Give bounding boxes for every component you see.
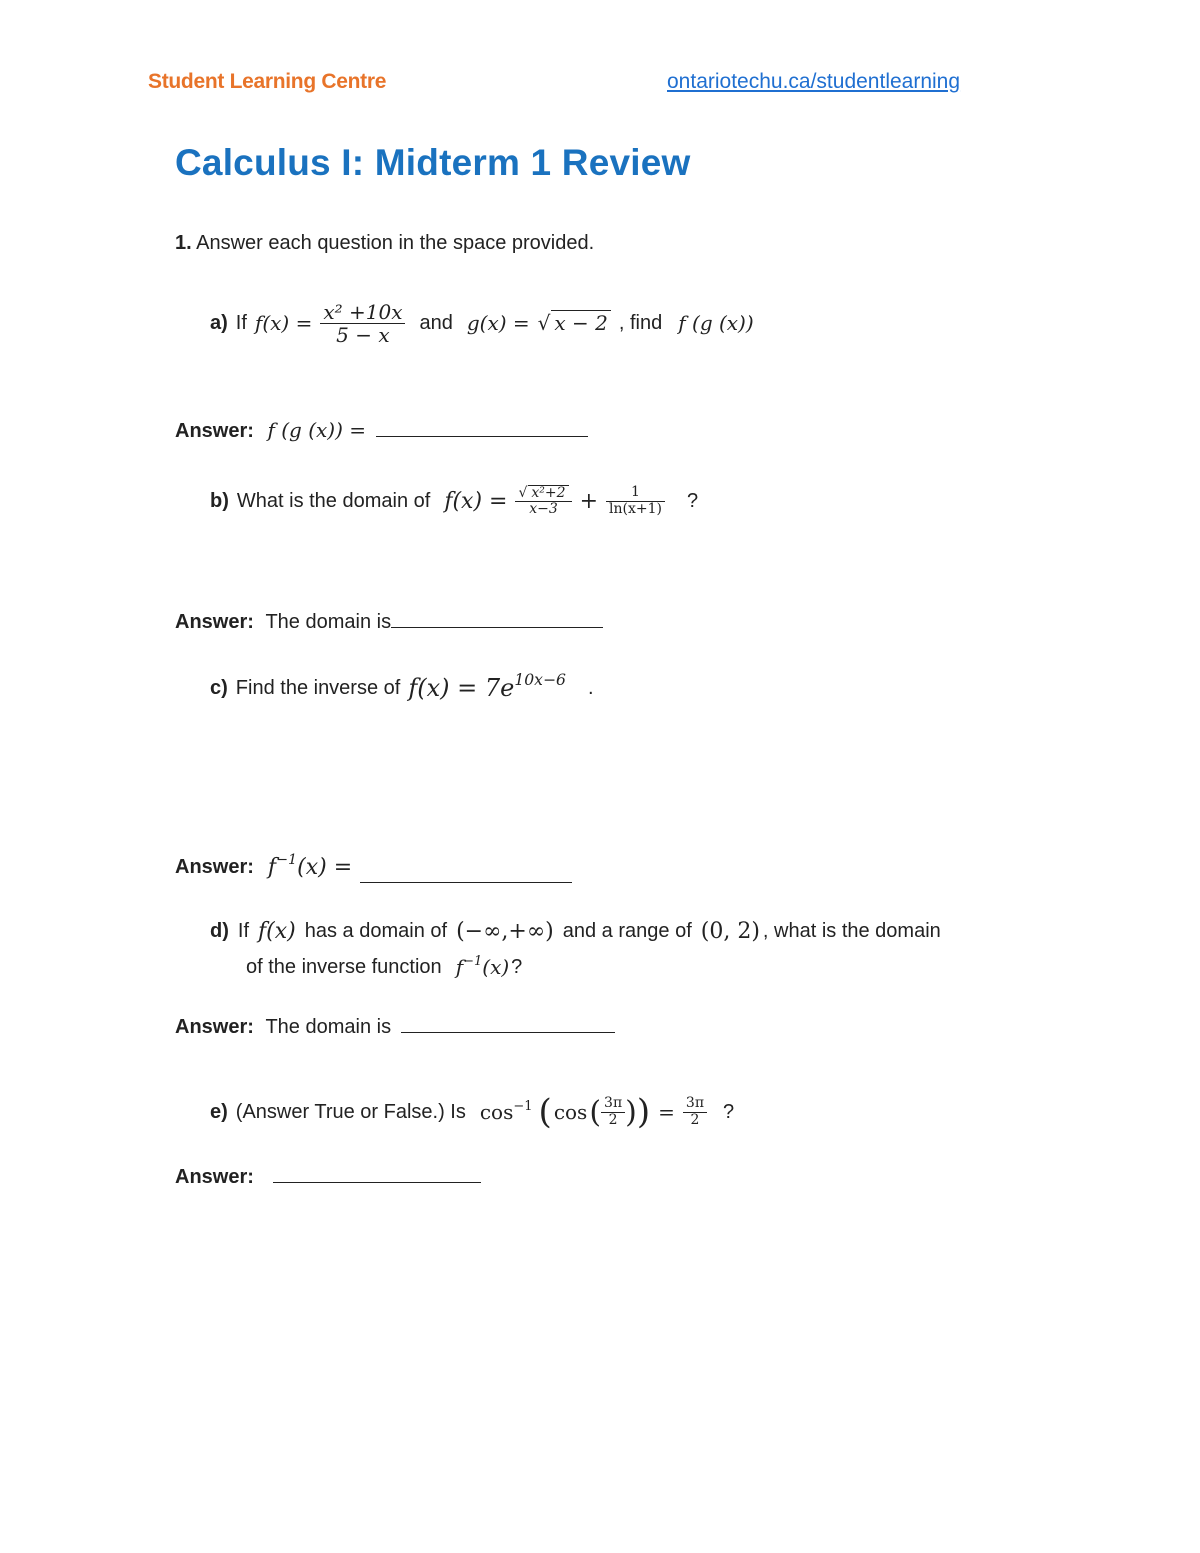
part-a-answer-expr: f (g (x)) =	[267, 418, 366, 442]
part-a-f-lhs: f(x) =	[254, 311, 313, 335]
part-b-question	[210, 472, 698, 530]
part-a-answer-label: Answer:	[175, 420, 254, 442]
part-b-f-lhs: f(x) =	[444, 488, 508, 514]
part-e-expr: $\cos^{-1}$ ( cos ( $\frac{3\pi}{2}$ ) ) = $\frac{3\pi}{2}$	[480, 1092, 707, 1132]
part-b-qmark: ?	[686, 489, 699, 512]
part-e-rhs-fraction	[683, 1096, 707, 1128]
part-d-line2: of the inverse function	[246, 955, 442, 978]
part-b-answer-blank[interactable]	[391, 607, 603, 628]
part-e-qmark: ?	[723, 1100, 735, 1123]
part-d-domain: (−∞,+∞)	[456, 918, 554, 944]
part-d-question-line2	[246, 952, 522, 982]
part-e-answer-blank[interactable]	[273, 1162, 481, 1183]
part-a-g-radical: √ x − 2	[538, 310, 611, 336]
part-e-text: (Answer True or False.) Is	[235, 1100, 466, 1123]
part-c-end: .	[587, 676, 594, 699]
part-e-equals: =	[658, 1100, 675, 1124]
part-b-answer-text: The domain is	[265, 611, 392, 633]
part-c-answer-f: f	[267, 854, 277, 880]
page-title: Calculus I: Midterm 1 Review	[175, 142, 691, 183]
part-b-term2-numerator: 1	[631, 484, 640, 501]
part-d-answer-text: The domain is	[265, 1016, 392, 1038]
part-b-answer	[175, 607, 603, 634]
part-b-term2-fraction	[606, 485, 665, 517]
part-e-answer-label: Answer:	[175, 1166, 254, 1188]
part-c-expr-main: f(x) = 7e	[408, 674, 515, 702]
part-c-answer	[175, 852, 572, 882]
part-b-term1-numerator: √ x²+2	[515, 485, 571, 501]
part-d-inverse-sup: −1	[463, 953, 483, 969]
part-a-label: a)	[210, 311, 228, 334]
part-d-inverse-f: f	[455, 955, 464, 979]
part-c-answer-expr	[267, 851, 353, 880]
part-e-arccos: $\cos^{-1}$	[479, 1098, 533, 1124]
part-a-and: and	[419, 311, 453, 334]
part-c-answer-blank[interactable]	[360, 862, 572, 883]
part-d-text1: has a domain of	[304, 919, 448, 942]
part-d-inverse	[456, 955, 509, 979]
part-c-answer-sup: −1	[276, 851, 298, 868]
part-b-term1-radicand: x²+2	[528, 485, 568, 501]
part-e-rhs-numerator: 3π	[685, 1095, 705, 1112]
part-c-answer-tail: (x) =	[297, 854, 353, 880]
part-b-text: What is the domain of	[236, 489, 431, 512]
part-a-question	[210, 288, 754, 358]
part-c-question	[210, 668, 594, 708]
part-e-inner-fraction	[601, 1096, 625, 1128]
part-e-label: e)	[210, 1100, 228, 1123]
part-c-expr	[408, 671, 566, 702]
part-d-if: If	[237, 919, 250, 942]
part-a-f-denominator: 5 − x	[320, 323, 405, 346]
part-e-inner-numerator: 3π	[604, 1095, 623, 1112]
part-d-answer	[175, 1012, 615, 1039]
part-c-text: Find the inverse of	[235, 676, 401, 699]
part-a-g-lhs: g(x) =	[466, 311, 530, 335]
part-c-expr-exponent: 10x−6	[514, 671, 566, 690]
part-a-f-fraction	[320, 301, 405, 346]
part-e-rhs-denominator: 2	[683, 1112, 707, 1128]
question-1-number: 1.	[175, 232, 192, 254]
question-1-text: Answer each question in the space provided.	[196, 232, 595, 254]
part-b-label: b)	[210, 489, 229, 512]
part-c-answer-label: Answer:	[175, 855, 254, 878]
part-d-answer-blank[interactable]	[401, 1012, 615, 1033]
part-e-answer	[175, 1162, 481, 1189]
part-b-term1-fraction	[515, 485, 571, 518]
part-c-label: c)	[210, 676, 228, 699]
part-b-plus: +	[579, 488, 598, 514]
part-d-label: d)	[210, 919, 229, 942]
part-b-term1-denominator: x−3	[515, 501, 571, 517]
part-b-term2-denominator: ln(x+1)	[606, 501, 665, 517]
part-d-question-line1	[210, 916, 941, 946]
part-a-g-radicand: x − 2	[551, 310, 610, 335]
header-url-link[interactable]: ontariotechu.ca/studentlearning	[667, 70, 961, 93]
part-d-inverse-tail: (x)	[482, 955, 510, 979]
part-d-text3: , what is the domain	[762, 919, 941, 942]
part-e-inner-denominator: 2	[601, 1112, 625, 1128]
part-b-answer-label: Answer:	[175, 611, 254, 633]
part-d-qmark: ?	[511, 955, 523, 978]
part-a-f-numerator: x² +10x	[323, 299, 403, 324]
part-a-find: , find	[618, 311, 663, 334]
part-e-cos: cos	[553, 1100, 588, 1124]
part-d-answer-label: Answer:	[175, 1016, 254, 1038]
part-e-question	[210, 1088, 734, 1136]
part-a-if: If	[235, 311, 247, 334]
part-d-range: (0, 2)	[700, 918, 760, 944]
part-d-text2: and a range of	[562, 919, 692, 942]
part-e-arccos-sup: −1	[513, 1098, 533, 1114]
part-d-fx: f(x)	[258, 918, 296, 944]
question-1	[175, 232, 594, 255]
part-a-answer	[175, 416, 588, 443]
part-a-target: f (g (x))	[678, 311, 754, 335]
part-a-answer-blank[interactable]	[376, 416, 588, 437]
header-centre-name: Student Learning Centre	[148, 70, 387, 93]
